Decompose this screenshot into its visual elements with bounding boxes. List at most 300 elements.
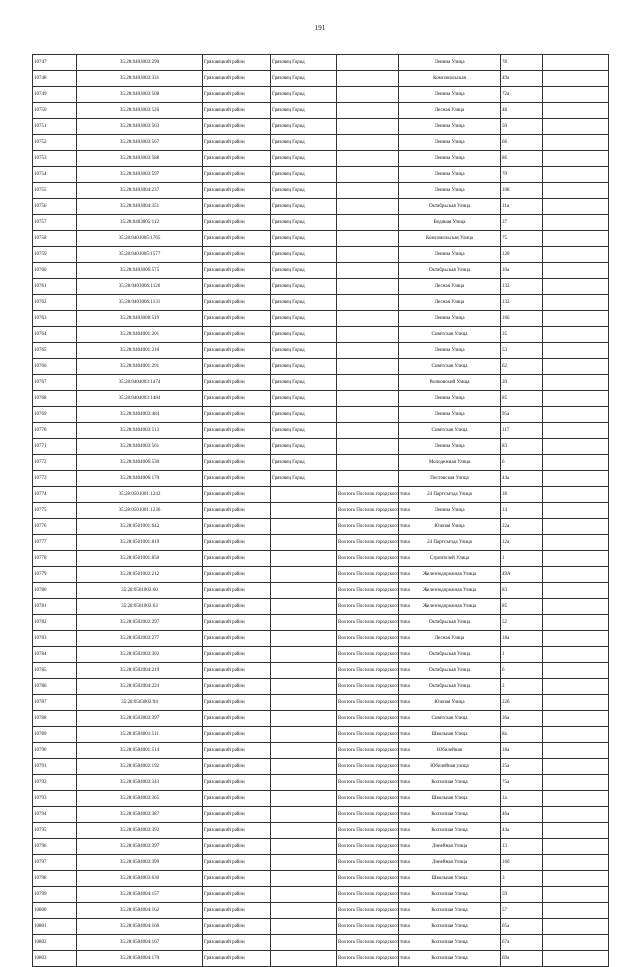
house-number-cell: 57 [501,903,543,919]
district-cell: Грязовецкий район [203,167,271,183]
city-cell: Грязовец Город [271,407,337,423]
house-number-cell: 117 [501,423,543,439]
house-number-cell: 36а [501,711,543,727]
row-number-cell: 10783 [33,631,77,647]
city-cell: Грязовец Город [271,375,337,391]
empty-cell [543,615,609,631]
street-cell: Лесная Улица [399,279,501,295]
cadastral-number-cell: 35:28:0504001:514 [77,743,203,759]
street-cell: Колхозная Улица [399,935,501,951]
street-cell: Октябрьская Улица [399,647,501,663]
city-cell [271,775,337,791]
row-number-cell: 10767 [33,375,77,391]
empty-cell [543,151,609,167]
street-cell: Ленина Улица [399,391,501,407]
table-row [33,535,609,551]
row-number-cell: 10780 [33,583,77,599]
city-cell: Грязовец Город [271,343,337,359]
table-row [33,455,609,471]
street-cell: 24 Партсъезда Улица [399,535,501,551]
table-row [33,103,609,119]
street-cell: Колхозная Улица [399,807,501,823]
district-cell: Грязовецкий район [203,263,271,279]
empty-cell [543,855,609,871]
street-cell: Ленина Улица [399,135,501,151]
row-number-cell: 10764 [33,327,77,343]
house-number-cell: 49А [501,567,543,583]
street-cell: Школьная Улица [399,791,501,807]
empty-cell [543,919,609,935]
settlement-cell: Вохтога Поселок городского типа [337,615,399,631]
street-cell: Рычковский Улица [399,375,501,391]
cadastral-number-cell: 35:28:0403006:575 [77,263,203,279]
row-number-cell: 10762 [33,295,77,311]
city-cell [271,903,337,919]
settlement-cell [337,231,399,247]
cadastral-number-cell: 35:28:0504004:167 [77,935,203,951]
cadastral-number-cell: 35:28:0504004:170 [77,951,203,967]
row-number-cell: 10750 [33,103,77,119]
settlement-cell: Вохтога Поселок городского типа [337,503,399,519]
city-cell [271,839,337,855]
street-cell: Ленина Улица [399,503,501,519]
settlement-cell [337,71,399,87]
cadastral-number-cell: 35:28:0403003:567 [77,135,203,151]
house-number-cell: 18а [501,743,543,759]
empty-cell [543,807,609,823]
district-cell: Грязовецкий район [203,247,271,263]
city-cell [271,503,337,519]
row-number-cell: 10802 [33,935,77,951]
row-number-cell: 10748 [33,71,77,87]
house-number-cell: 52 [501,615,543,631]
district-cell: Грязовецкий район [203,487,271,503]
row-number-cell: 10796 [33,839,77,855]
table-row [33,743,609,759]
row-number-cell: 10757 [33,215,77,231]
empty-cell [543,167,609,183]
settlement-cell: Вохтога Поселок городского типа [337,919,399,935]
cadastral-number-cell: 35:28:0504002:192 [77,759,203,775]
cadastral-number-cell: 35:28:0501001:819 [77,535,203,551]
settlement-cell: Вохтога Поселок городского типа [337,599,399,615]
cadastral-number-cell: 35:28:0404003:561 [77,439,203,455]
house-number-cell: 22а [501,519,543,535]
house-number-cell: 35 [501,327,543,343]
street-cell: Лесная Улица [399,631,501,647]
district-cell: Грязовецкий район [203,807,271,823]
cadastral-number-cell: 35:28:0403006:1131 [77,295,203,311]
settlement-cell [337,471,399,487]
empty-cell [543,471,609,487]
cadastral-number-cell: 35:28:0502003:277 [77,631,203,647]
table-row [33,919,609,935]
settlement-cell: Вохтога Поселок городского типа [337,887,399,903]
table-row [33,231,609,247]
house-number-cell: 48 [501,103,543,119]
city-cell [271,583,337,599]
settlement-cell [337,151,399,167]
street-cell: Октябрьская Улица [399,263,501,279]
district-cell: Грязовецкий район [203,119,271,135]
empty-cell [543,679,609,695]
city-cell [271,919,337,935]
row-number-cell: 10756 [33,199,77,215]
house-number-cell: 18а [501,631,543,647]
settlement-cell [337,247,399,263]
city-cell: Грязовец Город [271,423,337,439]
street-cell: Юбилейная [399,743,501,759]
street-cell: Ленина Улица [399,119,501,135]
settlement-cell: Вохтога Поселок городского типа [337,935,399,951]
table-row [33,903,609,919]
house-number-cell: 59 [501,887,543,903]
empty-cell [543,839,609,855]
district-cell: Грязовецкий район [203,839,271,855]
cadastral-number-cell: 35:28:0403003:290 [77,55,203,71]
city-cell [271,551,337,567]
district-cell: Грязовецкий район [203,151,271,167]
house-number-cell: 85 [501,599,543,615]
settlement-cell [337,199,399,215]
row-number-cell: 10773 [33,471,77,487]
cadastral-number-cell: 35:28:0504003:630 [77,871,203,887]
cadastral-number-cell: 35:28:0503003:397 [77,711,203,727]
house-number-cell: 12а [501,535,543,551]
empty-cell [543,599,609,615]
settlement-cell: Вохтога Поселок городского типа [337,951,399,967]
district-cell: Грязовецкий район [203,743,271,759]
district-cell: Грязовецкий район [203,903,271,919]
cadastral-number-cell: 35:28:0404003:1484 [77,391,203,407]
row-number-cell: 10798 [33,871,77,887]
cadastral-number-cell: 35:28:0501002:60 [77,583,203,599]
table-row [33,791,609,807]
city-cell: Грязовец Город [271,119,337,135]
settlement-cell: Вохтога Поселок городского типа [337,823,399,839]
house-number-cell: 6 [501,455,543,471]
street-cell: Ленина Улица [399,87,501,103]
street-cell: Линейная Улица [399,839,501,855]
table-row [33,247,609,263]
cadastral-number-cell: 35:28:0504003:392 [77,823,203,839]
cadastral-number-cell: 35:28:0502002:297 [77,615,203,631]
house-number-cell: 66 [501,135,543,151]
house-number-cell: 83 [501,583,543,599]
empty-cell [543,887,609,903]
table-row [33,935,609,951]
district-cell: Грязовецкий район [203,199,271,215]
row-number-cell: 10794 [33,807,77,823]
city-cell [271,695,337,711]
row-number-cell: 10801 [33,919,77,935]
city-cell [271,615,337,631]
house-number-cell: 166 [501,311,543,327]
empty-cell [543,375,609,391]
row-number-cell: 10755 [33,183,77,199]
settlement-cell [337,327,399,343]
district-cell: Грязовецкий район [203,343,271,359]
house-number-cell: 75а [501,775,543,791]
empty-cell [543,567,609,583]
house-number-cell: 128 [501,247,543,263]
cadastral-number-cell: 35:28:0403004:237 [77,183,203,199]
house-number-cell: 6 [501,663,543,679]
house-number-cell: 132 [501,279,543,295]
settlement-cell [337,439,399,455]
table-row [33,663,609,679]
cadastral-number-cell: 35:28:0502003:302 [77,647,203,663]
table-row [33,391,609,407]
cadastral-number-cell: 35:28:0404006:170 [77,471,203,487]
empty-cell [543,311,609,327]
district-cell: Грязовецкий район [203,727,271,743]
house-number-cell: 3 [501,871,543,887]
house-number-cell: 62 [501,359,543,375]
house-number-cell: 1 [501,551,543,567]
cadastral-number-cell: 35:28:0403005:1765 [77,231,203,247]
house-number-cell: 132 [501,295,543,311]
empty-cell [543,823,609,839]
district-cell: Грязовецкий район [203,775,271,791]
empty-cell [543,439,609,455]
cadastral-number-cell: 35:28:0404001:291 [77,359,203,375]
empty-cell [543,423,609,439]
house-number-cell: 37 [501,215,543,231]
row-number-cell: 10758 [33,231,77,247]
settlement-cell [337,295,399,311]
district-cell: Грязовецкий район [203,327,271,343]
settlement-cell [337,279,399,295]
row-number-cell: 10799 [33,887,77,903]
district-cell: Грязовецкий район [203,519,271,535]
district-cell: Грязовецкий район [203,439,271,455]
empty-cell [543,695,609,711]
district-cell: Грязовецкий район [203,359,271,375]
empty-cell [543,135,609,151]
district-cell: Грязовецкий район [203,759,271,775]
row-number-cell: 10770 [33,423,77,439]
district-cell: Грязовецкий район [203,695,271,711]
cadastral-number-cell: 35:28:0404003:484 [77,407,203,423]
street-cell: Октябрьская Улица [399,679,501,695]
settlement-cell [337,183,399,199]
house-number-cell: 53 [501,343,543,359]
row-number-cell: 10792 [33,775,77,791]
street-cell: Ленина Улица [399,167,501,183]
city-cell: Грязовец Город [271,103,337,119]
empty-cell [543,903,609,919]
cadastral-number-cell: 35:28:0404003:513 [77,423,203,439]
city-cell [271,647,337,663]
settlement-cell [337,215,399,231]
empty-cell [543,87,609,103]
city-cell [271,871,337,887]
cadastral-number-cell: 35:28:0404001:210 [77,343,203,359]
city-cell: Грязовец Город [271,327,337,343]
table-row [33,487,609,503]
house-number-cell: 49а [501,71,543,87]
cadastral-number-cell: 35:28:0504003:397 [77,839,203,855]
table-row [33,759,609,775]
empty-cell [543,951,609,967]
house-number-cell: 8а [501,727,543,743]
city-cell: Грязовец Город [271,455,337,471]
settlement-cell: Вохтога Поселок городского типа [337,871,399,887]
row-number-cell: 10771 [33,439,77,455]
street-cell: Пестовская Улица [399,471,501,487]
cadastral-number-cell: 35:28:0504004:166 [77,919,203,935]
cadastral-number-cell: 35:28:0504003:343 [77,775,203,791]
row-number-cell: 10749 [33,87,77,103]
cadastral-number-cell: 35:28:0404001:201 [77,327,203,343]
row-number-cell: 10781 [33,599,77,615]
row-number-cell: 10782 [33,615,77,631]
row-number-cell: 10752 [33,135,77,151]
district-cell: Грязовецкий район [203,407,271,423]
empty-cell [543,935,609,951]
city-cell: Грязовец Город [271,359,337,375]
table-row [33,551,609,567]
settlement-cell: Вохтога Поселок городского типа [337,807,399,823]
settlement-cell [337,103,399,119]
street-cell: Южная Улица [399,695,501,711]
row-number-cell: 10788 [33,711,77,727]
house-number-cell: 11а [501,199,543,215]
cadastral-number-cell: 35:28:0403003:597 [77,167,203,183]
district-cell: Грязовецкий район [203,503,271,519]
district-cell: Грязовецкий район [203,615,271,631]
cadastral-number-cell: 35:28:0403006:1126 [77,279,203,295]
city-cell [271,935,337,951]
city-cell: Грязовец Город [271,263,337,279]
house-number-cell: 46а [501,807,543,823]
house-number-cell: 2 [501,679,543,695]
row-number-cell: 10760 [33,263,77,279]
empty-cell [543,455,609,471]
table-row [33,119,609,135]
row-number-cell: 10787 [33,695,77,711]
table-row [33,823,609,839]
street-cell: Железнодорожная Улица [399,567,501,583]
empty-cell [543,631,609,647]
row-number-cell: 10774 [33,487,77,503]
street-cell: Колхозная Улица [399,775,501,791]
table-row [33,311,609,327]
row-number-cell: 10779 [33,567,77,583]
city-cell: Грязовец Город [271,471,337,487]
empty-cell [543,199,609,215]
district-cell: Грязовецкий район [203,295,271,311]
district-cell: Грязовецкий район [203,919,271,935]
district-cell: Грязовецкий район [203,599,271,615]
table-row [33,343,609,359]
street-cell: Лесная Улица [399,295,501,311]
cadastral-number-cell: 35:28:0501001:1243 [77,487,203,503]
settlement-cell [337,311,399,327]
city-cell: Грязовец Город [271,183,337,199]
cadastral-number-cell: 35:28:0501002:212 [77,567,203,583]
cadastral-number-cell: 35:28:0403008:519 [77,311,203,327]
table-row [33,87,609,103]
row-number-cell: 10769 [33,407,77,423]
row-number-cell: 10763 [33,311,77,327]
district-cell: Грязовецкий район [203,455,271,471]
table-row [33,807,609,823]
street-cell: Ленина Улица [399,151,501,167]
city-cell: Грязовец Город [271,279,337,295]
street-cell: Октябрьская Улица [399,615,501,631]
city-cell [271,679,337,695]
settlement-cell [337,167,399,183]
page-number: 191 [314,24,326,32]
street-cell: Советская Улица [399,711,501,727]
settlement-cell [337,391,399,407]
house-number-cell: 86 [501,151,543,167]
cadastral-number-cell: 35:28:0501001:850 [77,551,203,567]
cadastral-number-cell: 35:28:0403003:331 [77,71,203,87]
city-cell [271,855,337,871]
cadastral-number-cell: 35:28:0504001:511 [77,727,203,743]
city-cell: Грязовец Город [271,295,337,311]
row-number-cell: 10778 [33,551,77,567]
district-cell: Грязовецкий район [203,935,271,951]
settlement-cell: Вохтога Поселок городского типа [337,903,399,919]
cadastral-number-cell: 35:28:0501001:1236 [77,503,203,519]
city-cell: Грязовец Город [271,199,337,215]
city-cell [271,743,337,759]
empty-cell [543,647,609,663]
table-row [33,695,609,711]
house-number-cell: 16б [501,855,543,871]
empty-cell [543,247,609,263]
empty-cell [543,503,609,519]
district-cell: Грязовецкий район [203,471,271,487]
street-cell: Юбилейная улица [399,759,501,775]
street-cell: Ленина Улица [399,407,501,423]
table-row [33,871,609,887]
empty-cell [543,343,609,359]
table-row [33,615,609,631]
empty-cell [543,71,609,87]
city-cell [271,487,337,503]
street-cell: Ленина Улица [399,55,501,71]
settlement-cell [337,375,399,391]
city-cell [271,823,337,839]
city-cell [271,807,337,823]
district-cell: Грязовецкий район [203,535,271,551]
street-cell: Ленина Улица [399,311,501,327]
district-cell: Грязовецкий район [203,951,271,967]
street-cell: Лесная Улица [399,103,501,119]
house-number-cell: 44а [501,823,543,839]
settlement-cell: Вохтога Поселок городского типа [337,775,399,791]
settlement-cell [337,135,399,151]
city-cell: Грязовец Город [271,391,337,407]
table-row [33,151,609,167]
row-number-cell: 10753 [33,151,77,167]
street-cell: Колхозная Улица [399,919,501,935]
street-cell: Советская Улица [399,359,501,375]
settlement-cell: Вохтога Поселок городского типа [337,711,399,727]
row-number-cell: 10785 [33,663,77,679]
empty-cell [543,231,609,247]
cadastral-number-cell: 35:28:0403005:112 [77,215,203,231]
house-number-cell: 69а [501,951,543,967]
district-cell: Грязовецкий район [203,215,271,231]
district-cell: Грязовецкий район [203,791,271,807]
settlement-cell [337,359,399,375]
